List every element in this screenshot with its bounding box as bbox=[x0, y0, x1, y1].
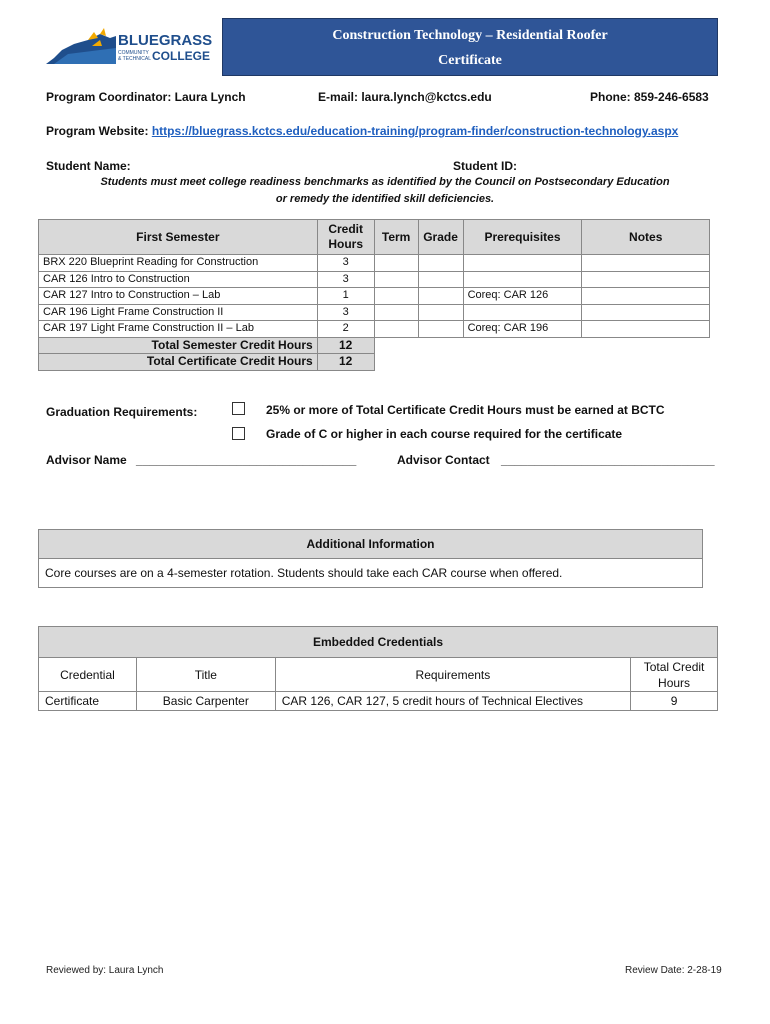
logo-text-main: BLUEGRASS bbox=[118, 32, 213, 49]
total-certificate-label: Total Certificate Credit Hours bbox=[39, 354, 318, 371]
program-coordinator: Program Coordinator: Laura Lynch bbox=[46, 90, 246, 104]
graduation-req-1-checkbox[interactable] bbox=[232, 402, 245, 415]
graduation-requirements-label: Graduation Requirements: bbox=[46, 405, 198, 419]
embedded-credentials-table bbox=[38, 626, 718, 711]
table-row bbox=[39, 255, 710, 272]
reviewed-by: Reviewed by: Laura Lynch bbox=[46, 965, 164, 976]
table-row bbox=[39, 288, 710, 305]
course-term bbox=[374, 304, 418, 321]
table-row bbox=[39, 692, 718, 711]
additional-info-table bbox=[38, 529, 703, 588]
course-hours: 2 bbox=[317, 321, 374, 338]
col-total-credit-hours bbox=[631, 658, 718, 692]
col-total-line-1: Total Credit bbox=[643, 659, 705, 674]
table-row bbox=[39, 304, 710, 321]
table-row bbox=[39, 271, 710, 288]
course-grade bbox=[418, 255, 463, 272]
course-hours: 3 bbox=[317, 271, 374, 288]
coordinator-phone: Phone: 859-246-6583 bbox=[590, 90, 709, 104]
course-grade bbox=[418, 304, 463, 321]
course-notes bbox=[582, 271, 710, 288]
embedded-credentials-header: Embedded Credentials bbox=[39, 627, 718, 658]
advisor-contact-row bbox=[397, 453, 715, 467]
graduation-req-2-text: Grade of C or higher in each course required for the certificate bbox=[266, 427, 623, 441]
course-notes bbox=[582, 321, 710, 338]
course-term bbox=[374, 321, 418, 338]
advisor-name-row bbox=[46, 453, 356, 467]
course-term bbox=[374, 255, 418, 272]
course-hours: 3 bbox=[317, 255, 374, 272]
graduation-req-1-text: 25% or more of Total Certificate Credit Hours must be earned at BCTC bbox=[266, 403, 665, 417]
credential-hours: 9 bbox=[631, 692, 718, 711]
header-credit-hours bbox=[317, 220, 374, 255]
header-first-semester: First Semester bbox=[39, 220, 318, 255]
student-name-label: Student Name: bbox=[46, 159, 131, 173]
credential-value: Certificate bbox=[39, 692, 137, 711]
program-website-label: Program Website: bbox=[46, 124, 149, 138]
course-term bbox=[374, 271, 418, 288]
course-prereq bbox=[463, 304, 582, 321]
document-title-box bbox=[222, 18, 718, 76]
title-line-2: Certificate bbox=[438, 53, 502, 68]
logo-text-college: COLLEGE bbox=[152, 49, 211, 63]
readiness-notice-line-1: Students must meet college readiness benchmarks as identified by the Council on Postsecondary Education bbox=[100, 176, 670, 188]
course-prereq: Coreq: CAR 196 bbox=[463, 321, 582, 338]
header-term: Term bbox=[374, 220, 418, 255]
course-prereq bbox=[463, 255, 582, 272]
course-hours: 1 bbox=[317, 288, 374, 305]
col-title: Title bbox=[136, 658, 275, 692]
col-credential: Credential bbox=[39, 658, 137, 692]
course-hours: 3 bbox=[317, 304, 374, 321]
course-grade bbox=[418, 321, 463, 338]
additional-info-header: Additional Information bbox=[39, 530, 703, 559]
header-prerequisites: Prerequisites bbox=[463, 220, 582, 255]
logo-text-community: COMMUNITY bbox=[118, 50, 149, 56]
graduation-req-2-checkbox[interactable] bbox=[232, 427, 245, 440]
course-name: BRX 220 Blueprint Reading for Construction bbox=[39, 255, 318, 272]
course-name: CAR 126 Intro to Construction bbox=[39, 271, 318, 288]
col-total-line-2: Hours bbox=[658, 675, 691, 690]
review-date: Review Date: 2-28-19 bbox=[625, 965, 722, 976]
advisor-name-field[interactable]: _________________________________ bbox=[136, 453, 357, 467]
course-prereq bbox=[463, 271, 582, 288]
header-grade: Grade bbox=[418, 220, 463, 255]
course-table bbox=[38, 219, 710, 371]
course-notes bbox=[582, 304, 710, 321]
course-name: CAR 197 Light Frame Construction II – Lab bbox=[39, 321, 318, 338]
college-logo bbox=[44, 28, 216, 68]
credential-title: Basic Carpenter bbox=[136, 692, 275, 711]
program-website-row bbox=[46, 124, 678, 138]
col-requirements: Requirements bbox=[275, 658, 630, 692]
course-prereq: Coreq: CAR 126 bbox=[463, 288, 582, 305]
header-notes: Notes bbox=[582, 220, 710, 255]
total-semester-value: 12 bbox=[317, 337, 374, 354]
coordinator-email: E-mail: laura.lynch@kctcs.edu bbox=[318, 90, 492, 104]
advisor-contact-label: Advisor Contact bbox=[397, 453, 490, 467]
course-grade bbox=[418, 271, 463, 288]
additional-info-text: Core courses are on a 4-semester rotation. Students should take each CAR course when offered. bbox=[39, 559, 703, 588]
header-credit-line-1: Credit bbox=[328, 222, 363, 236]
advisor-name-label: Advisor Name bbox=[46, 453, 127, 467]
course-grade bbox=[418, 288, 463, 305]
advisor-contact-field[interactable]: ________________________________ bbox=[501, 453, 715, 467]
total-semester-label: Total Semester Credit Hours bbox=[39, 337, 318, 354]
course-notes bbox=[582, 288, 710, 305]
student-id-label: Student ID: bbox=[453, 159, 517, 173]
course-name: CAR 127 Intro to Construction – Lab bbox=[39, 288, 318, 305]
title-line-1: Construction Technology – Residential Roofer bbox=[332, 28, 608, 43]
program-website-link[interactable]: https://bluegrass.kctcs.edu/education-training/program-finder/construction-technology.aspx bbox=[151, 124, 679, 138]
course-name: CAR 196 Light Frame Construction II bbox=[39, 304, 318, 321]
course-term bbox=[374, 288, 418, 305]
course-notes bbox=[582, 255, 710, 272]
readiness-notice-line-2: or remedy the identified skill deficiencies. bbox=[275, 193, 495, 205]
header-credit-line-2: Hours bbox=[328, 237, 363, 251]
table-row bbox=[39, 321, 710, 338]
logo-text-technical: & TECHNICAL bbox=[118, 56, 151, 62]
total-certificate-value: 12 bbox=[317, 354, 374, 371]
credential-requirements: CAR 126, CAR 127, 5 credit hours of Technical Electives bbox=[275, 692, 630, 711]
